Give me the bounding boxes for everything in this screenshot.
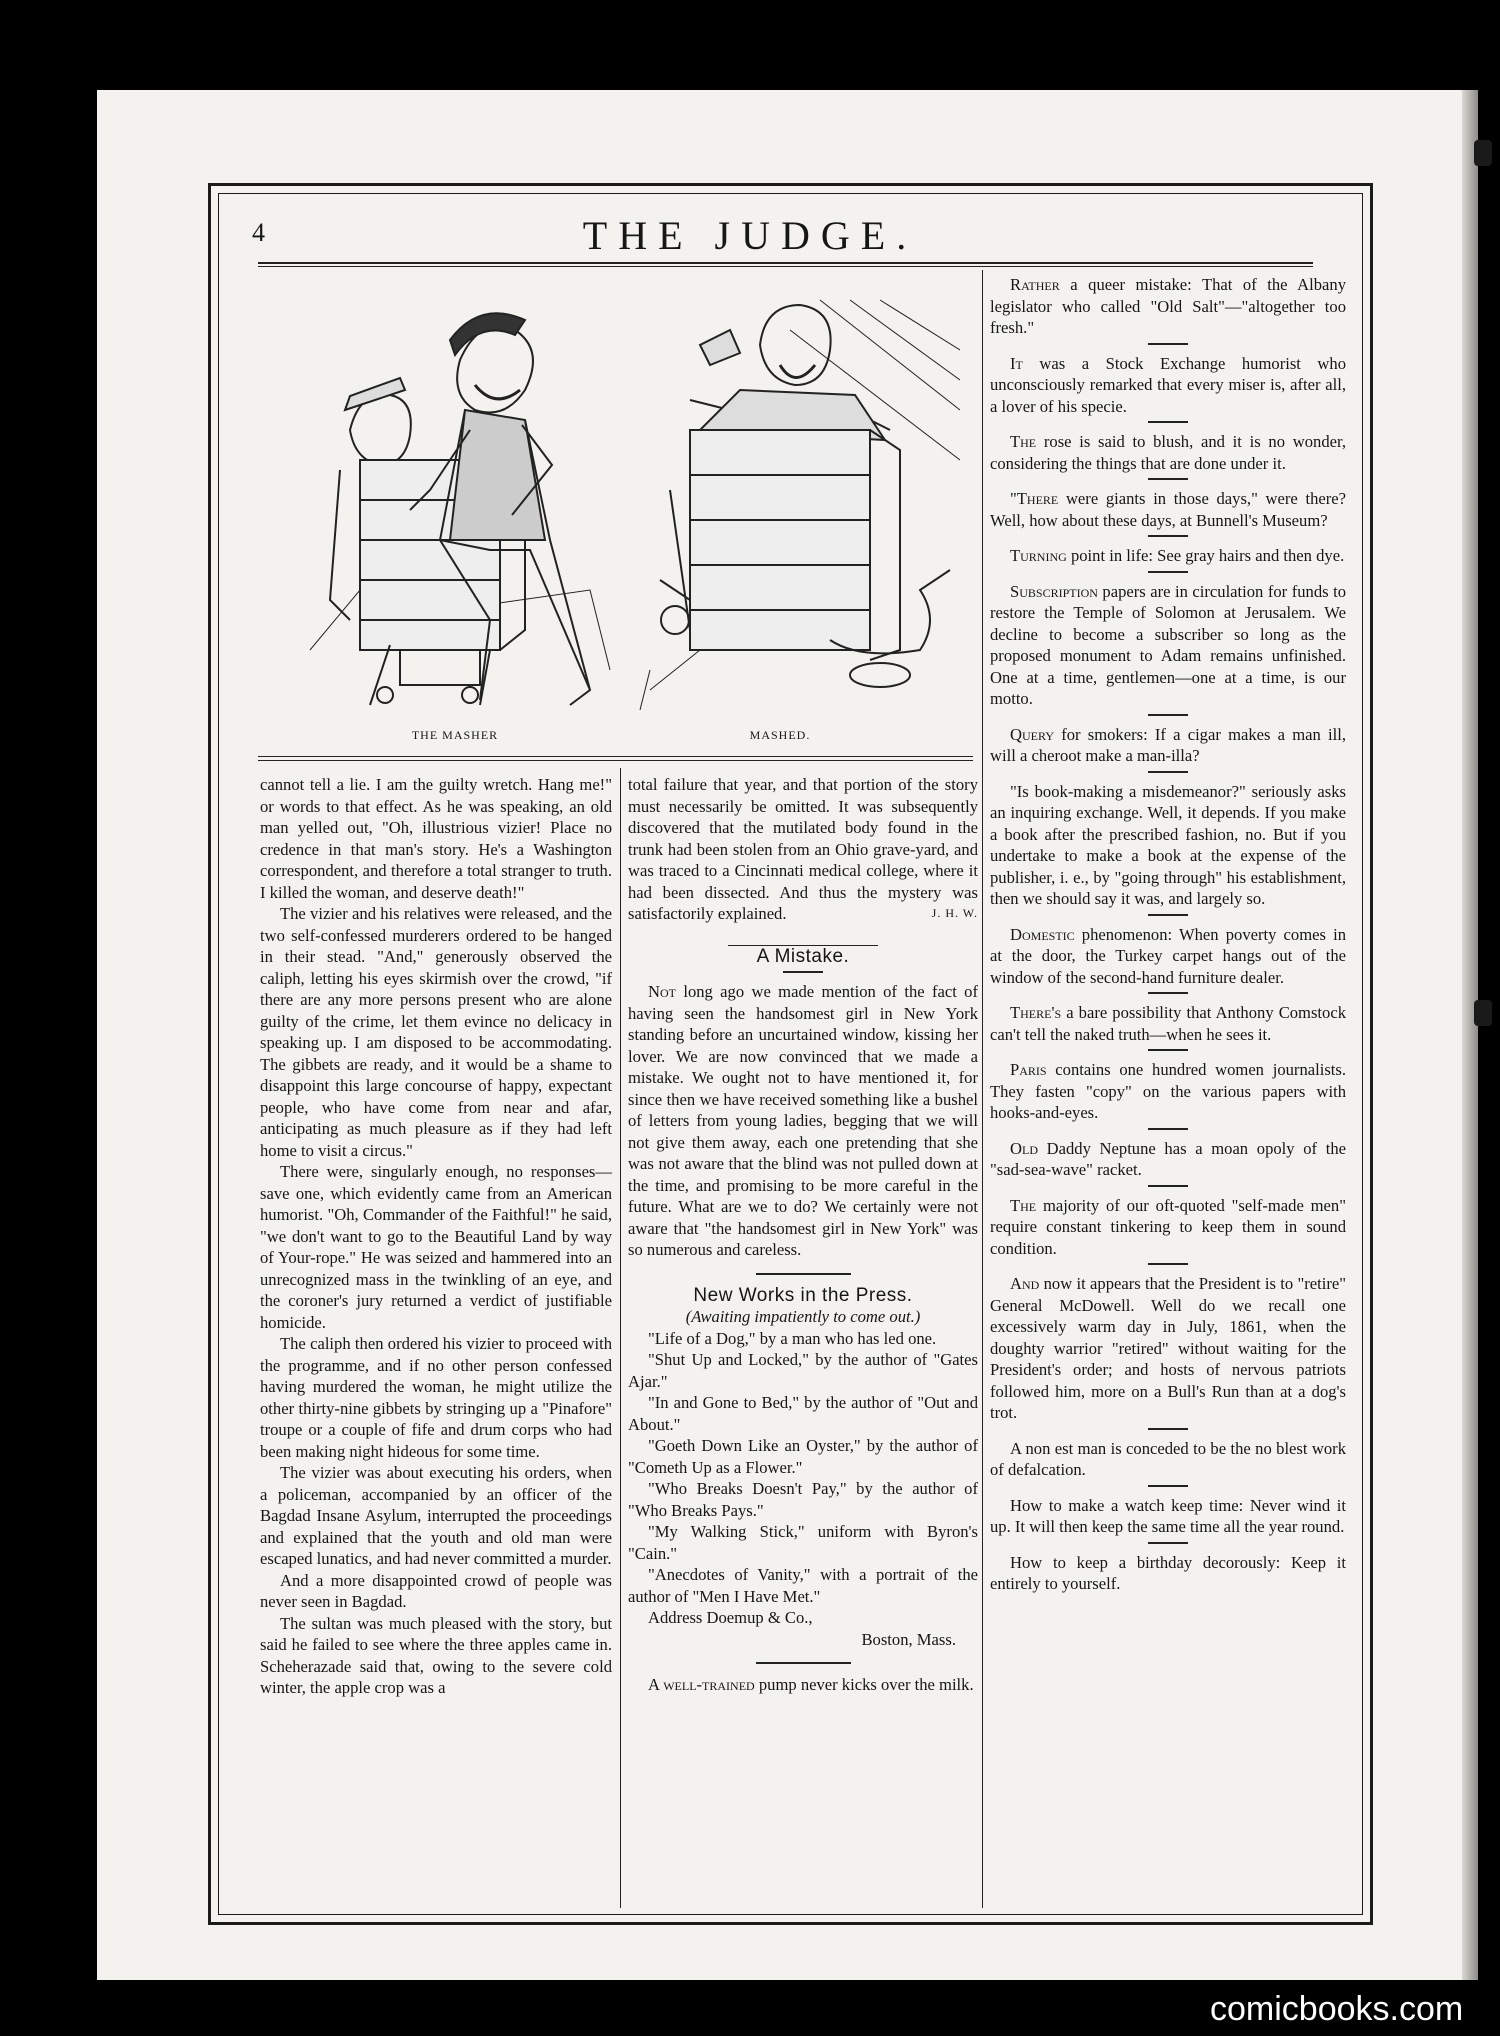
masher-illustration bbox=[290, 290, 620, 710]
section-rule bbox=[756, 1662, 851, 1664]
story-paragraph: The vizier was about executing his orders, when a policeman, accompanied by an officer of the Bagdad Insane Asylum, interrupted the proceedings and explained that the youth and old man were escaped lunatics, and had never committed a murder. bbox=[260, 1463, 612, 1568]
masthead-rule-thin bbox=[258, 266, 1313, 267]
joke-paragraph: How to keep a birthday decorously: Keep it entirely to yourself. bbox=[990, 1552, 1346, 1593]
joke-paragraph: Domestic phenomenon: When poverty comes in at the door, the Turkey carpet hangs out of the window of the second-hand furniture dealer. bbox=[990, 924, 1346, 987]
works-heading: New Works in the Press. bbox=[693, 1284, 913, 1306]
joke-paragraph: Rather a queer mistake: That of the Albany legislator who called "Old Salt"—"altogether too fresh." bbox=[990, 275, 1346, 337]
watermark: comicbooks.com bbox=[1210, 1990, 1464, 2028]
item-rule bbox=[1148, 714, 1188, 716]
item-rule bbox=[1148, 535, 1188, 537]
mistake-paragraph: Not long ago we made mention of the fact of having seen the handsomest girl in New York standing before an uncurtained window, kissing her lover. We are now convinced that we made a mistake. We ought not to have mentioned it, for since then we have received something like a bushel of letters from young ladies, begging that we will not give them away, each one pretending that she was not aware that the blind was not pulled down at the time, and promising to be more careful in the future. What are we to do? We certainly were not aware that "the handsomest girl in New York" was so numerous and careless. bbox=[628, 982, 978, 1259]
item-rule bbox=[1148, 343, 1188, 345]
binding-hole bbox=[1474, 140, 1492, 166]
joke-paragraph: Query for smokers: If a cigar makes a man ill, will a cheroot make a man-illa? bbox=[990, 724, 1346, 765]
work-item: "Life of a Dog," by a man who has led one. bbox=[648, 1328, 937, 1348]
joke-paragraph: A non est man is conceded to be the no blest work of defalcation. bbox=[990, 1438, 1346, 1479]
mashed-illustration bbox=[630, 290, 960, 710]
joke-paragraph: How to make a watch keep time: Never wind it up. It will then keep the same time all the year round. bbox=[990, 1495, 1346, 1536]
work-item: "Anecdotes of Vanity," with a portrait of the author of "Men I Have Met." bbox=[628, 1565, 978, 1606]
joke-paragraph: It was a Stock Exchange humorist who unconsciously remarked that every miser is, after all, a lover of his specie. bbox=[990, 353, 1346, 416]
masher-caption: THE MASHER bbox=[411, 728, 499, 742]
item-rule bbox=[1148, 1128, 1188, 1130]
item-rule bbox=[1148, 1049, 1188, 1051]
item-rule bbox=[1148, 1428, 1188, 1430]
joke-paragraph: Turning point in life: See gray hairs and then dye. bbox=[1010, 546, 1345, 565]
joke-paragraph: The rose is said to blush, and it is no wonder, considering the things that are done under it. bbox=[990, 432, 1346, 473]
publisher-address: Address Doemup & Co., bbox=[648, 1608, 813, 1627]
joke-paragraph: Paris contains one hundred women journalists. They fasten "copy" on the various papers with hooks-and-eyes. bbox=[990, 1060, 1346, 1122]
mistake-heading: A Mistake. bbox=[756, 945, 850, 967]
joke-paragraph: "Is book-making a misdemeanor?" seriously asks an inquiring exchange. Well, it depends. If you make a book after the prescribed fashion, no. But if you undertake to make a book at the expense of the publisher, i. e., by "going through" his establishment, then we should say it was, and largely so. bbox=[990, 781, 1346, 908]
item-rule bbox=[1148, 914, 1188, 916]
item-rule bbox=[1148, 478, 1188, 480]
masthead-title: THE JUDGE. bbox=[582, 213, 918, 258]
column-3 bbox=[990, 274, 1346, 1595]
item-rule bbox=[1148, 992, 1188, 994]
story-paragraph: cannot tell a lie. I am the guilty wretch. Hang me!" or words to that effect. As he was speaking, an old man yelled out, "Oh, illustrious vizier! Place no credence in that man's story. He's a Washington correspondent, and therefore a total stranger to truth. I killed the woman, and deserve death!" bbox=[260, 775, 612, 902]
work-item: "Goeth Down Like an Oyster," by the author of "Cometh Up as a Flower." bbox=[628, 1436, 978, 1477]
joke-paragraph: Old Daddy Neptune has a moan opoly of the "sad-sea-wave" racket. bbox=[990, 1138, 1346, 1179]
joke-paragraph: Subscription papers are in circulation for funds to restore the Temple of Solomon at Jerusalem. We decline to become a subscriber so long as the proposed monument to Adam remains unfinished. One at a time, gentlemen—one at a time, is our motto. bbox=[990, 581, 1346, 708]
pump-paragraph: A well-trained pump never kicks over the milk. bbox=[648, 1675, 974, 1694]
masthead-rule bbox=[258, 262, 1313, 264]
section-rule bbox=[728, 945, 878, 946]
illustration-rule-thin bbox=[258, 760, 973, 761]
binding-hole bbox=[1474, 1000, 1492, 1026]
illustration-rule bbox=[258, 756, 973, 757]
section-rule bbox=[756, 1273, 851, 1275]
publisher-city: Boston, Mass. bbox=[861, 1629, 956, 1649]
page-edge bbox=[1462, 90, 1478, 1980]
work-item: "Shut Up and Locked," by the author of "Gates Ajar." bbox=[628, 1350, 978, 1391]
heading-rule bbox=[783, 971, 823, 973]
item-rule bbox=[1148, 1542, 1188, 1544]
work-item: "My Walking Stick," uniform with Byron's "Cain." bbox=[628, 1522, 978, 1563]
item-rule bbox=[1148, 1485, 1188, 1487]
joke-paragraph: There's a bare possibility that Anthony Comstock can't tell the naked truth—when he sees it. bbox=[990, 1003, 1346, 1044]
column-divider bbox=[982, 270, 983, 1908]
joke-paragraph: "There were giants in those days," were there? Well, how about these days, at Bunnell's Museum? bbox=[990, 489, 1346, 530]
item-rule bbox=[1148, 1263, 1188, 1265]
item-rule bbox=[1148, 771, 1188, 773]
story-paragraph: The sultan was much pleased with the story, but said he failed to see where the three apples came in. Scheherazade said that, owing to the severe cold winter, the apple crop was a bbox=[260, 1613, 612, 1697]
column-2 bbox=[628, 774, 978, 1696]
story-paragraph: And a more disappointed crowd of people was never seen in Bagdad. bbox=[260, 1570, 612, 1611]
joke-paragraph: The majority of our oft-quoted "self-made men" require constant tinkering to keep them in sound condition. bbox=[990, 1195, 1346, 1258]
item-rule bbox=[1148, 571, 1188, 573]
work-item: "Who Breaks Doesn't Pay," by the author of "Who Breaks Pays." bbox=[628, 1479, 978, 1520]
joke-paragraph: And now it appears that the President is to "retire" General McDowell. Well do we recall one excessively warm day in July, 1861, when the doughty warrior "retired" without waiting for the President's order; and hosts of nervous patriots followed him, more on a Bull's Run than at a dog's trot. bbox=[990, 1274, 1346, 1422]
story-paragraph: The vizier and his relatives were released, and the two self-confessed murderers ordered to be hanged in their stead. "And," generously observed the caliph, letting his eyes skirmish over the crowd, "if there are any more persons present who are alone guilty of the crime, let them evince no delicacy in speaking up. I am disposed to be accommodating. The gibbets are ready, and it would be a shame to disappoint this large concourse of happy, expectant people, who have come from near and afar, anticipating as much pleasure as if they had left home to visit a circus." bbox=[260, 904, 612, 1160]
column-1 bbox=[260, 774, 612, 1699]
story-conclusion: total failure that year, and that portion of the story must necessarily be omitted. It was subsequently discovered that the mutilated body found in the trunk had been stolen from an Ohio grave-yard, and was traced to a Cincinnati medical college, where it had been dissected. And thus the mystery was satisfactorily explained. J. H. W. bbox=[628, 775, 978, 923]
work-item: "In and Gone to Bed," by the author of "Out and About." bbox=[628, 1393, 978, 1434]
author-initials: J. H. W. bbox=[931, 906, 978, 920]
story-paragraph: There were, singularly enough, no responses—save one, which evidently came from an American humorist. "Oh, Commander of the Faithful!" he said, "we don't want to go to the Beautiful Land by way of Your-rope." He was seized and hammered into an unrecognized mass in the twinkling of an eye, and the coroner's jury returned a verdict of justifiable homicide. bbox=[260, 1162, 612, 1332]
page-number: 4 bbox=[252, 218, 265, 247]
item-rule bbox=[1148, 1185, 1188, 1187]
item-rule bbox=[1148, 421, 1188, 423]
works-subheading: (Awaiting impatiently to come out.) bbox=[685, 1307, 921, 1326]
mashed-caption: MASHED. bbox=[749, 728, 811, 742]
story-paragraph: The caliph then ordered his vizier to proceed with the programme, and if no other person confessed having murdered the woman, he might utilize the other thirty-nine gibbets by stringing up a "Pinafore" troupe or a couple of fife and drum corps who had been making night hideous for some time. bbox=[260, 1334, 612, 1461]
column-divider bbox=[620, 768, 621, 1908]
